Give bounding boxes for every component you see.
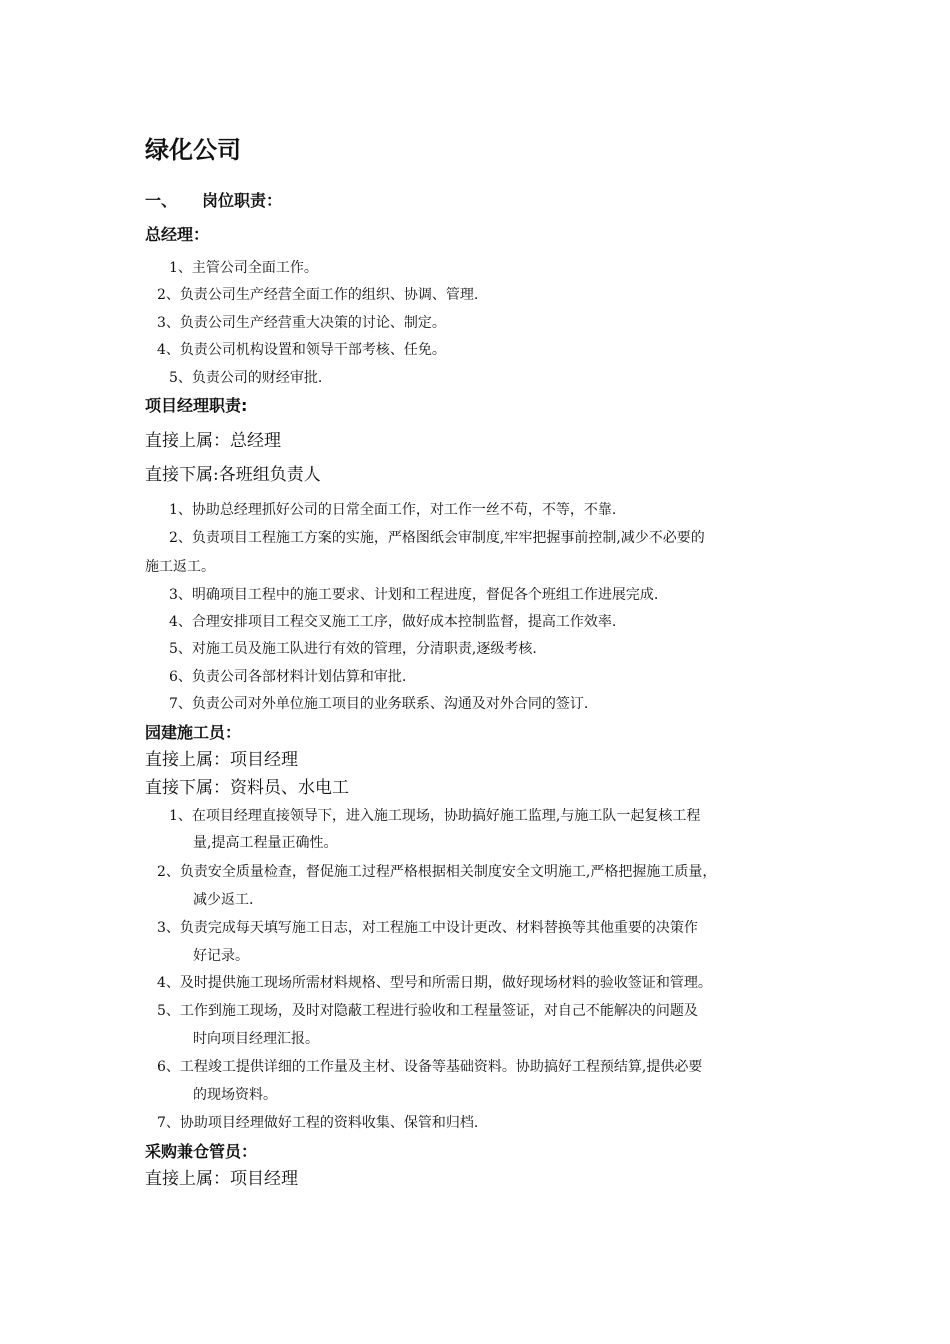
heading-purchaser-warehouse: 采购兼仓管员：: [145, 1142, 258, 1161]
heading-project-manager: 项目经理职责:: [145, 396, 248, 415]
list-item: 5、工作到施工现场，及时对隐蔽工程进行验收和工程量签证，对自己不能解决的问题及: [157, 1003, 698, 1019]
list-item-continuation: 好记录。: [193, 948, 249, 964]
direct-subordinate: 直接下属:各班组负责人: [145, 465, 321, 485]
section-number: 一、: [145, 191, 178, 210]
list-item-continuation: 的现场资料。: [193, 1087, 277, 1103]
list-item: 7、负责公司对外单位施工项目的业务联系、沟通及对外合同的签订.: [169, 696, 589, 712]
direct-superior: 直接上属：总经理: [145, 431, 281, 451]
list-item-continuation: 时向项目经理汇报。: [193, 1031, 319, 1047]
heading-general-manager: 总经理：: [145, 225, 210, 244]
list-item: 4、合理安排项目工程交叉施工工序，做好成本控制监督，提高工作效率.: [169, 614, 617, 630]
list-item: 2、负责项目工程施工方案的实施，严格图纸会审制度,牢牢把握事前控制,减少不必要的: [169, 530, 705, 546]
list-item: 6、负责公司各部材料计划估算和审批.: [169, 669, 407, 685]
list-item: 4、负责公司机构设置和领导干部考核、任免。: [157, 342, 446, 358]
list-item: 5、负责公司的财经审批.: [169, 370, 323, 386]
page-title: 绿化公司: [145, 136, 241, 164]
direct-superior: 直接上属：项目经理: [145, 1169, 298, 1189]
list-item: 1、协助总经理抓好公司的日常全面工作，对工作一丝不苟，不等，不靠.: [169, 502, 617, 518]
list-item: 2、负责安全质量检查，督促施工过程严格根据相关制度安全文明施工,严格把握施工质量，: [157, 864, 717, 880]
section-label: 岗位职责：: [202, 191, 283, 210]
list-item: 5、对施工员及施工队进行有效的管理，分清职责,逐级考核.: [169, 641, 537, 657]
list-item: 4、及时提供施工现场所需材料规格、型号和所需日期，做好现场材料的验收签证和管理。: [157, 975, 712, 991]
heading-construction-officer: 园建施工员：: [145, 723, 242, 742]
direct-superior: 直接上属：项目经理: [145, 750, 298, 770]
list-item: 3、明确项目工程中的施工要求、计划和工程进度，督促各个班组工作进展完成.: [169, 587, 659, 603]
list-item: 3、负责公司生产经营重大决策的讨论、制定。: [157, 315, 446, 331]
list-item: 6、工程竣工提供详细的工作量及主材、设备等基础资料。协助搞好工程预结算,提供必要: [157, 1059, 703, 1075]
list-item: 1、主管公司全面工作。: [169, 260, 318, 276]
direct-subordinate: 直接下属：资料员、水电工: [145, 778, 349, 798]
list-item-continuation: 减少返工.: [193, 892, 254, 908]
list-item: 1、在项目经理直接领导下，进入施工现场，协助搞好施工监理,与施工队一起复核工程: [169, 808, 701, 824]
list-item-continuation: 施工返工。: [145, 559, 215, 575]
list-item-continuation: 量,提高工程量正确性。: [193, 835, 338, 851]
list-item: 3、负责完成每天填写施工日志，对工程施工中设计更改、材料替换等其他重要的决策作: [157, 920, 698, 936]
section-heading-job-duties: [145, 190, 282, 212]
list-item: 7、协助项目经理做好工程的资料收集、保管和归档.: [157, 1115, 479, 1131]
list-item: 2、负责公司生产经营全面工作的组织、协调、管理.: [157, 287, 479, 303]
